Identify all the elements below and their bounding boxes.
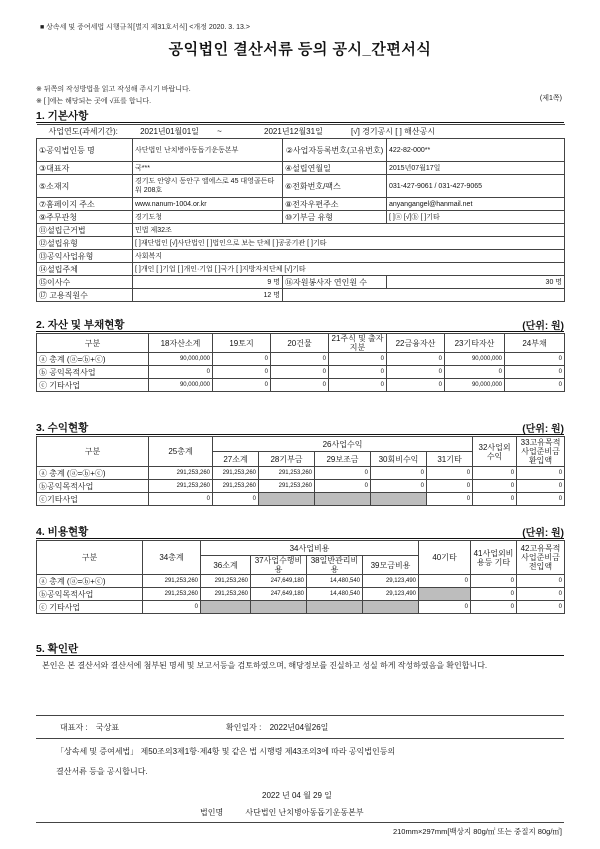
form-header-line: ■ 상속세 및 증여세법 시행규칙[별지 제31호서식] <개정 2020. 3. 13.> [40,24,250,31]
info-value: [ ]ⓐ [√]ⓑ [ ]기타 [387,211,565,224]
column-header: 29보조금 [315,452,371,467]
table-cell: 29,123,490 [363,575,419,588]
column-header: 23기타자산 [445,334,505,353]
employees-value: 12 명 [133,289,283,302]
info-value: 031-427-9061 / 031-427-9065 [387,175,565,198]
legal-notice-2: 결산서류 등을 공시합니다. [56,767,148,776]
period-start: 2021년01월01일 [140,127,199,136]
info-label: ③대표자 [37,162,133,175]
directors-label: ⑮이사수 [37,276,133,289]
info-value: 사회복지 [133,250,565,263]
rep-label: 대표자 : [60,723,88,732]
table-cell: 291,253,260 [213,467,259,480]
info-label: ⑤소재지 [37,175,133,198]
column-header: 구분 [37,541,143,575]
section4-rule [36,538,564,539]
section3-rule [36,434,564,435]
section4-unit: (단위: 원) [522,528,564,539]
table-header-row [37,541,565,556]
period-cell [37,125,565,139]
table-cell: 0 [143,601,201,614]
table-cell: 247,649,180 [251,588,307,601]
expense-table [36,540,565,614]
page-title: 공익법인 결산서류 등의 공시_간편서식 [168,41,432,58]
headcount-row [37,276,565,289]
table-cell: 0 [371,467,427,480]
revenue-table [36,436,565,506]
notice-date: 2022 년 04 월 29 일 [262,791,332,800]
section1-heading: 1. 기본사항 [36,110,89,122]
table-cell: 0 [315,480,371,493]
basic-info-row [37,162,565,175]
info-label: ①공익법인등 명 [37,139,133,162]
confirmation-box [36,657,564,716]
table-cell: 0 [271,366,329,379]
table-cell: 0 [149,493,213,506]
org-label: 법인명 [200,808,224,817]
table-cell: 90,000,000 [149,353,213,366]
basic-info-table [36,124,565,302]
table-cell: 0 [329,379,387,392]
table-cell: 0 [427,493,473,506]
table-cell: 0 [427,480,473,493]
table-cell: 291,253,260 [149,467,213,480]
table-cell: 0 [213,493,259,506]
table-cell [363,601,419,614]
basic-info-row [37,237,565,250]
table-cell: 14,480,540 [307,588,363,601]
basic-info-row [37,263,565,276]
basic-info-row [37,211,565,224]
table-cell: 0 [213,366,271,379]
table-row [37,366,565,379]
column-header: 20건물 [271,334,329,353]
info-label: ⑥전화번호/팩스 [283,175,387,198]
column-header: 34총계 [143,541,201,575]
table-cell: 291,253,260 [149,480,213,493]
info-label: ⑭설립주체 [37,263,133,276]
table-cell: 90,000,000 [445,353,505,366]
footer-rule [36,822,564,823]
instruction-note-1: ※ 뒤쪽의 작성방법을 읽고 작성해 주시기 바랍니다. [36,86,191,93]
column-header: 34사업비용 [201,541,419,556]
section3-heading: 3. 수익현황 [36,422,89,434]
confirmation-date [226,722,328,733]
table-row [37,379,565,392]
table-cell: 0 [371,480,427,493]
row-label: ⓐ 총계 (ⓐ=ⓑ+ⓒ) [37,575,143,588]
row-label: ⓑ공익목적사업 [37,588,143,601]
table-row [37,601,565,614]
table-cell: 0 [149,366,213,379]
table-row [37,467,565,480]
rep-name: 국상표 [95,723,120,732]
column-header: 31기타 [427,452,473,467]
info-label: ⑫설립유형 [37,237,133,250]
info-value: 경기도 안양시 동안구 엘에스로 45 대영골든타워 208호 [133,175,283,198]
table-cell: 0 [505,366,565,379]
section2-unit: (단위: 원) [522,321,564,332]
basic-info-row [37,175,565,198]
table-cell: 0 [271,353,329,366]
row-label: ⓑ 공익목적사업 [37,366,149,379]
table-cell: 0 [505,353,565,366]
section5-rule [36,655,564,656]
section1-rule [36,122,564,123]
section5-heading: 5. 확인란 [36,643,79,655]
info-value: 2015년07월17일 [387,162,565,175]
info-label: ⑦홈페이지 주소 [37,198,133,211]
table-cell: 0 [419,575,471,588]
basic-info-row [37,224,565,237]
table-cell: 0 [517,575,565,588]
confirm-date-value: 2022년04월26일 [269,723,329,732]
table-row [37,575,565,588]
table-cell: 247,649,180 [251,575,307,588]
table-cell: 14,480,540 [307,575,363,588]
column-header: 40기타 [419,541,471,575]
basic-info-row [37,139,565,162]
table-cell: 0 [471,588,517,601]
table-cell: 0 [315,467,371,480]
info-label: ②사업자등록번호(고유번호) [283,139,387,162]
table-cell [371,493,427,506]
directors-value: 9 명 [133,276,283,289]
table-cell [315,493,371,506]
instruction-note-2: ※ [ ]에는 해당되는 곳에 √표를 합니다. [36,98,152,105]
column-header: 구분 [37,334,149,353]
info-value: 사단법인 난치병아동돕기운동본부 [133,139,283,162]
table-row [37,353,565,366]
employees-row [37,289,565,302]
table-cell: 29,123,490 [363,588,419,601]
info-label: ⑬공익사업유형 [37,250,133,263]
info-value: www.nanum-1004.or.kr [133,198,283,211]
assets-liabilities-table [36,333,565,392]
legal-notice-1: 「상속세 및 증여세법」 제50조의3제1항·제4항 및 같은 법 시행령 제43조의3에 따라 공익법인등의 [56,747,396,756]
column-header: 26사업수익 [213,437,473,452]
table-cell: 291,253,260 [143,575,201,588]
row-label: ⓒ 기타사업 [37,379,149,392]
column-header: 27소계 [213,452,259,467]
column-header: 25총계 [149,437,213,467]
employees-label: ⑰ 고용직원수 [37,289,133,302]
representative [60,722,119,733]
column-header: 28기부금 [259,452,315,467]
table-cell: 0 [329,366,387,379]
column-header: 42고유목적사업준비금전입액 [517,541,565,575]
table-cell: 291,253,260 [143,588,201,601]
period-label: 사업연도(과세기간): [48,127,118,136]
table-cell [259,493,315,506]
table-cell: 0 [213,379,271,392]
table-cell: 0 [213,353,271,366]
table-cell: 0 [471,601,517,614]
column-header: 22금융자산 [387,334,445,353]
volunteers-label: ⑯자원봉사자 연인원 수 [283,276,387,289]
column-header: 30회비수익 [371,452,427,467]
info-value: [ ]재단법인 [√]사단법인 [ ]법인으로 보는 단체 [ ]공공기관 [ ]기타 [133,237,565,250]
table-cell: 0 [387,366,445,379]
table-cell: 291,253,260 [213,480,259,493]
table-cell: 0 [419,601,471,614]
info-value: 국*** [133,162,283,175]
table-cell [307,601,363,614]
row-label: ⓑ공익목적사업 [37,480,149,493]
period-tilde: ~ [217,127,222,136]
column-header: 33고유목적사업준비금환입액 [517,437,565,467]
employees-blank [283,289,565,302]
confirm-date-label: 확인일자 : [226,723,262,732]
volunteers-value: 30 명 [387,276,565,289]
table-cell: 0 [271,379,329,392]
table-cell: 291,253,260 [259,480,315,493]
table-cell: 291,253,260 [201,575,251,588]
info-value: [ ]개인 [ ]기업 [ ]개인·기업 [ ]국가 [ ]지방자치단체 [√]기타 [133,263,565,276]
table-cell: 0 [445,366,505,379]
table-cell: 90,000,000 [149,379,213,392]
table-cell: 0 [473,467,517,480]
page-number: (제1쪽) [539,95,562,102]
table-cell: 0 [517,493,565,506]
section2-heading: 2. 자산 및 부채현황 [36,319,125,331]
info-label: ⑪설립근거법 [37,224,133,237]
column-header: 구분 [37,437,149,467]
column-header: 21주식 및 출자지분 [329,334,387,353]
table-row [37,480,565,493]
section2-rule [36,331,564,332]
table-cell: 0 [387,353,445,366]
column-header: 18자산소계 [149,334,213,353]
info-label: ⑨주무관청 [37,211,133,224]
column-header: 36소계 [201,556,251,575]
table-cell: 291,253,260 [259,467,315,480]
table-row [37,588,565,601]
table-row [37,493,565,506]
table-header-row [37,437,565,452]
organization [200,807,364,818]
confirmation-text: 본인은 본 결산서와 결산서에 첨부된 명세 및 보고서등을 검토하였으며, 해당정보를 진실하고 성실 하게 작성하였음을 확인합니다. [42,661,488,670]
column-header: 24부채 [505,334,565,353]
disclosure-type: [√] 경기공시 [ ] 해산공시 [351,127,436,136]
period-end: 2021년12월31일 [264,127,323,136]
basic-info-row [37,198,565,211]
table-cell: 0 [517,588,565,601]
info-label: ⑩기부금 유형 [283,211,387,224]
org-name: 사단법인 난치병아동돕기운동본부 [245,808,364,817]
column-header: 39모금비용 [363,556,419,575]
info-value: 422-82-000** [387,139,565,162]
column-header: 38일반관리비용 [307,556,363,575]
table-cell: 0 [517,601,565,614]
table-cell: 0 [387,379,445,392]
row-label: ⓐ 총계 (ⓐ=ⓑ+ⓒ) [37,353,149,366]
info-label: ⑧전자우편주소 [283,198,387,211]
table-cell [201,601,251,614]
table-cell: 0 [517,467,565,480]
table-cell: 0 [473,493,517,506]
info-value: 경기도청 [133,211,283,224]
column-header: 32사업외수익 [473,437,517,467]
period-row [37,125,565,139]
section4-heading: 4. 비용현황 [36,526,89,538]
row-label: ⓒ 기타사업 [37,601,143,614]
table-cell: 0 [427,467,473,480]
table-cell [419,588,471,601]
section3-unit: (단위: 원) [522,424,564,435]
row-label: ⓐ 총계 (ⓐ=ⓑ+ⓒ) [37,467,149,480]
table-cell: 0 [473,480,517,493]
table-cell [251,601,307,614]
table-header-row [37,334,565,353]
table-cell: 0 [329,353,387,366]
paper-size: 210mm×297mm[백상지 80g/㎡ 또는 중질지 80g/㎡] [392,827,562,836]
info-value: anyangangel@hanmail.net [387,198,565,211]
table-cell: 0 [517,480,565,493]
basic-info-row [37,250,565,263]
table-cell: 0 [505,379,565,392]
row-label: ⓒ기타사업 [37,493,149,506]
section5-bottom-rule [36,738,564,739]
info-value: 민법 제32조 [133,224,565,237]
table-cell: 0 [471,575,517,588]
table-cell: 291,253,260 [201,588,251,601]
column-header: 19토지 [213,334,271,353]
table-cell: 90,000,000 [445,379,505,392]
info-label: ④설립연월일 [283,162,387,175]
column-header: 41사업외비용등 기타 [471,541,517,575]
column-header: 37사업수행비용 [251,556,307,575]
